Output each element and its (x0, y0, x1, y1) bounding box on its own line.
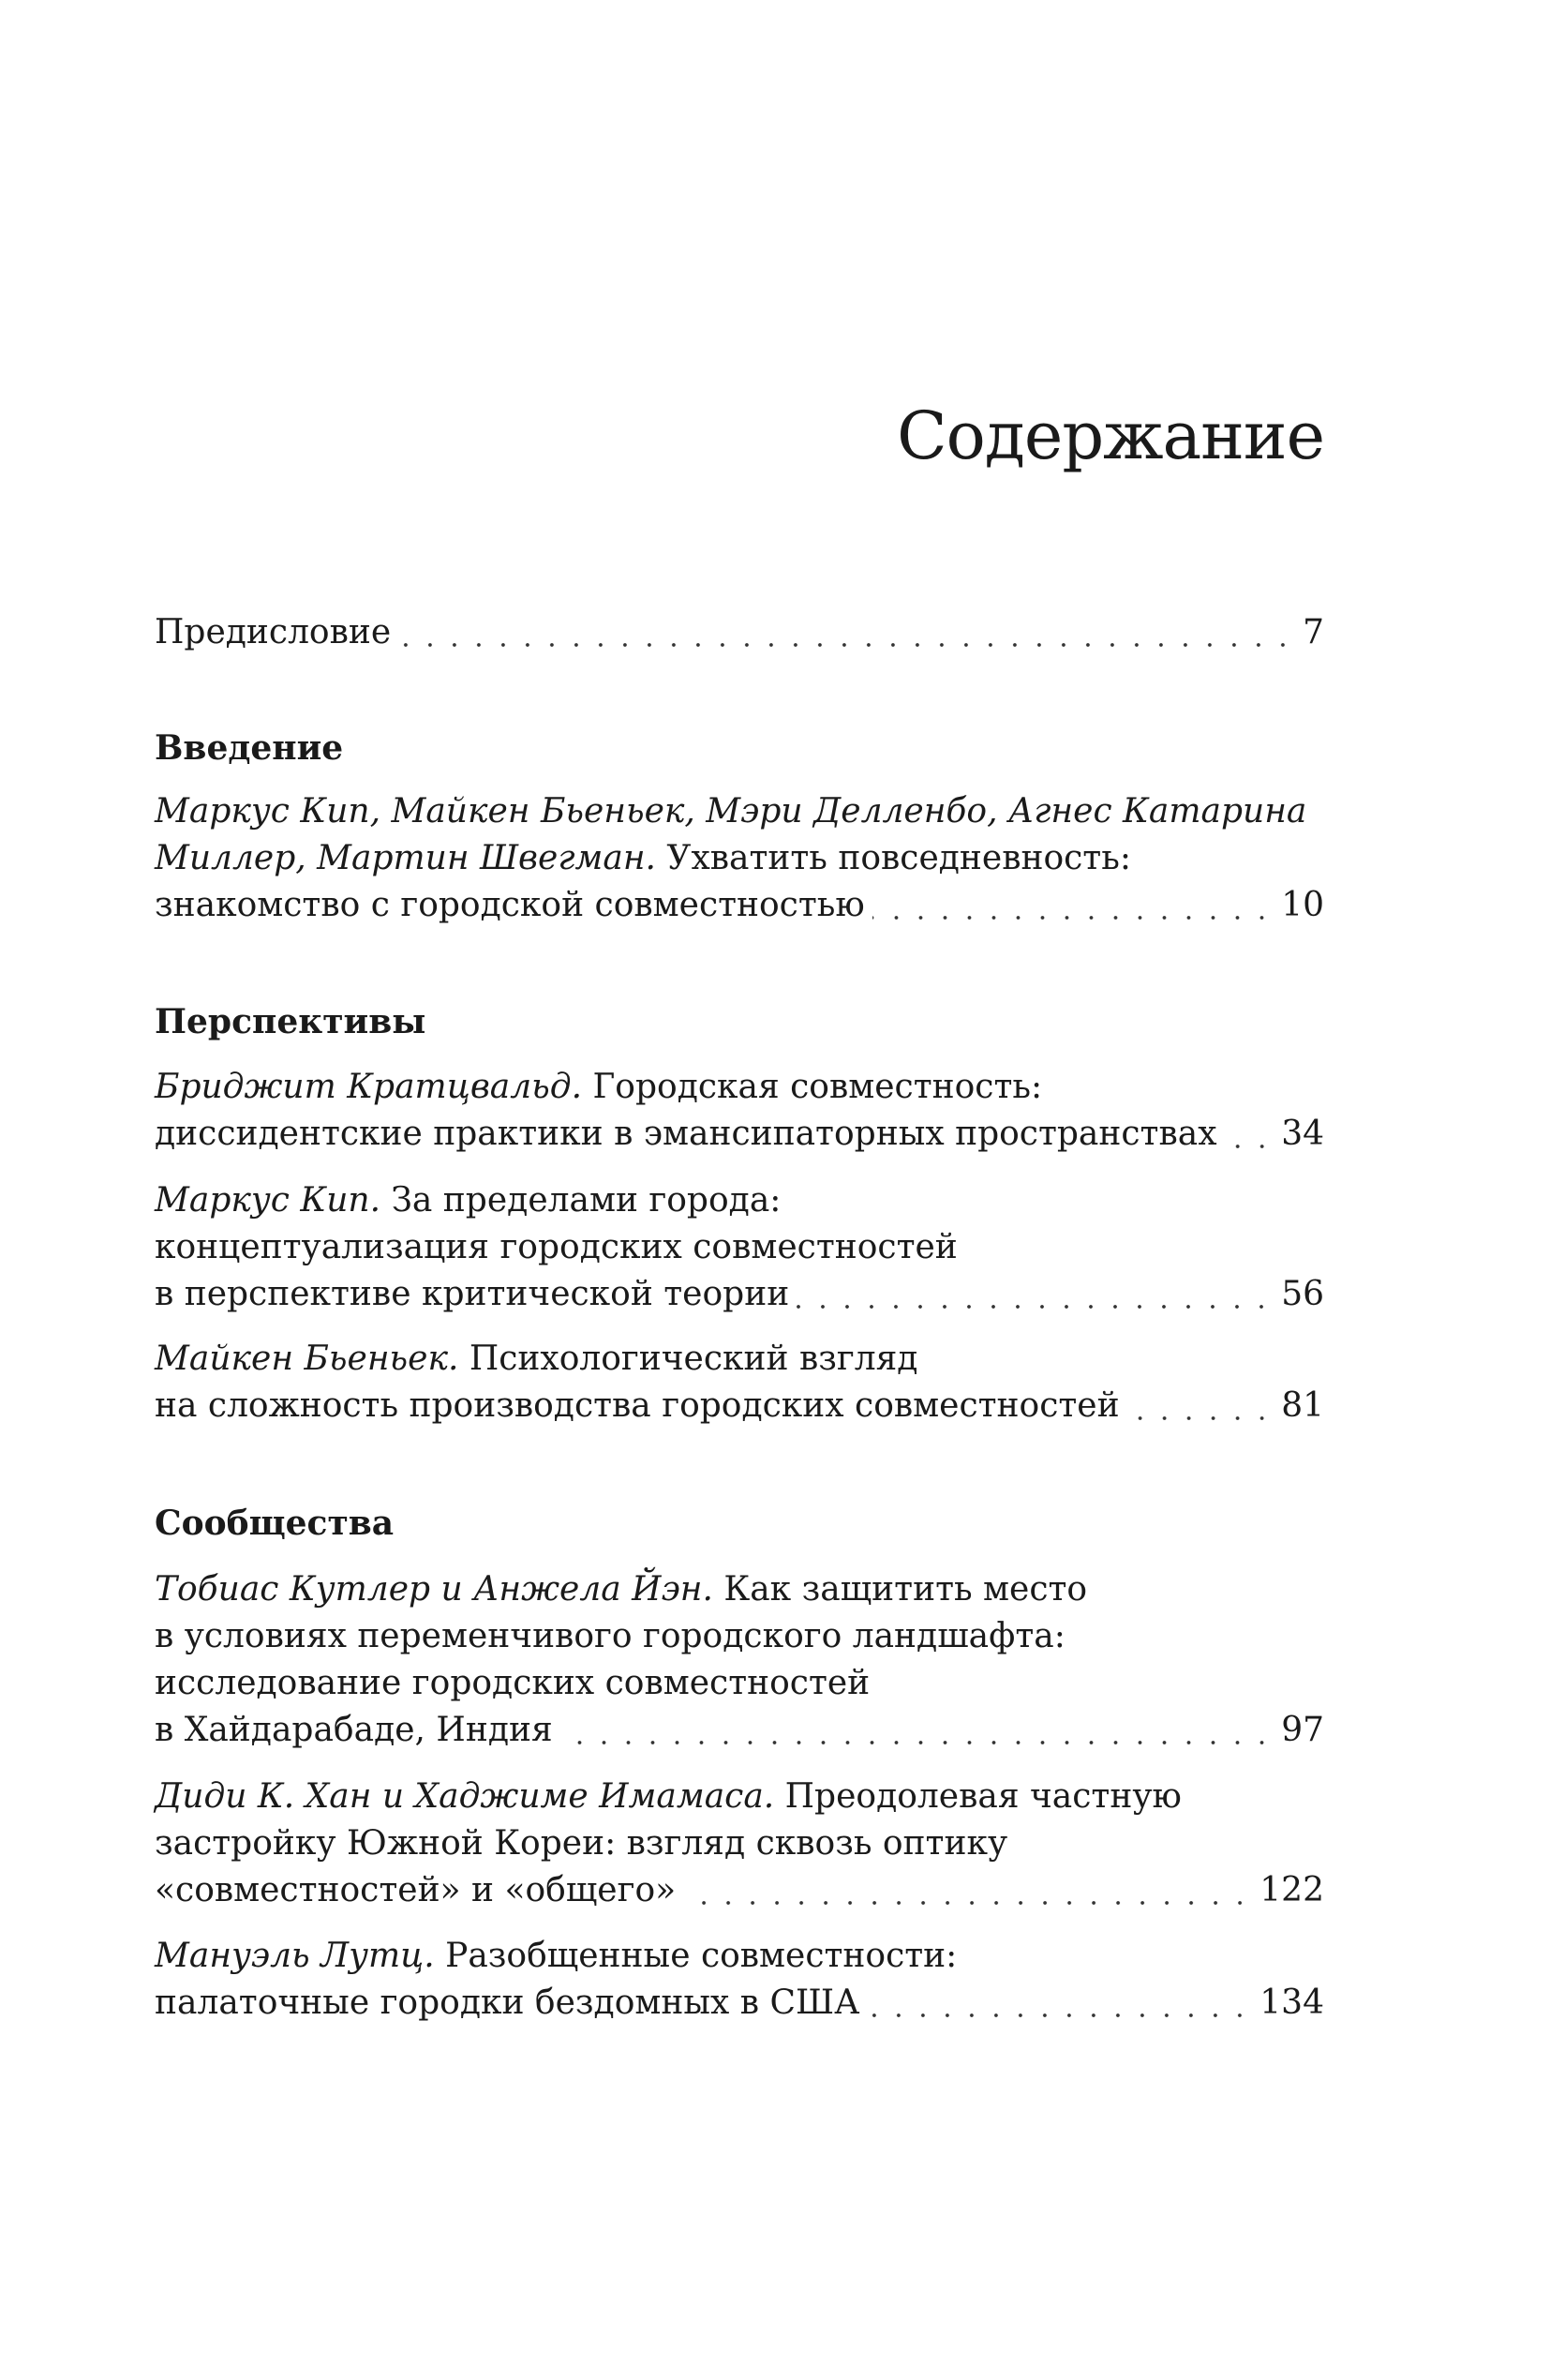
entry-line (155, 882, 1324, 929)
entry-title: Преодолевая частную (774, 1777, 1182, 1816)
page-number: 81 (1281, 1386, 1324, 1425)
entry-title: За пределами города: (380, 1181, 782, 1220)
page-title: Содержание (897, 397, 1324, 474)
toc-entry[interactable] (155, 1566, 1324, 1754)
dot-leader (1127, 1383, 1274, 1429)
entry-line (155, 1111, 1324, 1158)
entry-title: исследование городских совместностей (155, 1664, 871, 1702)
entry-line (155, 1660, 1324, 1707)
toc-entry[interactable] (155, 1774, 1324, 1914)
entry-title: Предисловие (155, 613, 392, 651)
entry-line (155, 609, 1324, 656)
page-number: 122 (1259, 1871, 1324, 1909)
entry-author: Мануэль Лутц. (155, 1937, 435, 1975)
section-heading: Перспективы (155, 1002, 426, 1041)
page-number: 56 (1281, 1275, 1324, 1313)
entry-title: Разобщенные совместности: (434, 1937, 958, 1975)
dot-leader (797, 1271, 1274, 1318)
entry-title: Ухватить повседневность: (655, 839, 1131, 877)
entry-title: палаточные городки бездомных в США (155, 1983, 860, 2022)
toc-entry[interactable] (155, 609, 1324, 656)
toc-entry[interactable] (155, 1336, 1324, 1429)
entry-title: застройку Южной Кореи: взгляд сквозь оптику (155, 1824, 1008, 1863)
entry-title: диссидентские практики в эмансипаторных пространствах (155, 1115, 1217, 1153)
entry-line (155, 1064, 1324, 1111)
entry-line (155, 1820, 1324, 1867)
entry-title: в Хайдарабаде, Индия (155, 1711, 553, 1749)
entry-line (155, 1383, 1324, 1429)
entry-line (155, 1867, 1324, 1914)
dot-leader (398, 609, 1295, 656)
section-heading: Введение (155, 728, 344, 768)
entry-author: Тобиас Кутлер и Анжела Йэн. (155, 1570, 713, 1609)
entry-title: концептуализация городских совместностей (155, 1228, 958, 1266)
entry-author: Бриджит Кратцвальд. (155, 1068, 583, 1106)
dot-leader (683, 1867, 1252, 1914)
entry-author: Миллер, Мартин Швегман. (155, 839, 656, 877)
entry-line (155, 1933, 1324, 1980)
entry-line (155, 1707, 1324, 1754)
toc-entry[interactable] (155, 1064, 1324, 1158)
page-number: 134 (1259, 1983, 1324, 2022)
dot-leader (1225, 1111, 1274, 1158)
entry-line (155, 1774, 1324, 1820)
entry-title: Как защитить место (712, 1570, 1088, 1609)
entry-title: в условиях переменчивого городского ландшафта: (155, 1617, 1066, 1655)
entry-title: Психологический взгляд (458, 1340, 918, 1378)
toc-entry[interactable] (155, 1933, 1324, 2027)
entry-line (155, 788, 1324, 835)
entry-author: Диди К. Хан и Хаджиме Имамаса. (155, 1777, 775, 1816)
entry-title: знакомство с городской совместностью (155, 886, 865, 924)
entry-title: Городская совместность: (582, 1068, 1043, 1106)
entry-author: Майкен Бьеньек. (155, 1340, 459, 1378)
entry-line (155, 1566, 1324, 1613)
page-number: 10 (1281, 886, 1324, 924)
entry-title: на сложность производства городских совместностей (155, 1386, 1120, 1425)
entry-author: Маркус Кип. (155, 1181, 381, 1220)
dot-leader (867, 1980, 1252, 2027)
entry-line (155, 1613, 1324, 1660)
page-number: 34 (1281, 1115, 1324, 1153)
entry-line (155, 1980, 1324, 2027)
entry-author: Маркус Кип, Майкен Бьеньек, Мэри Делленбо, Агнес Катарина (155, 792, 1307, 831)
page-number: 97 (1281, 1711, 1324, 1749)
entry-line (155, 1177, 1324, 1224)
dot-leader (872, 882, 1274, 929)
section-heading: Сообщества (155, 1504, 395, 1543)
toc-entry[interactable] (155, 1177, 1324, 1318)
entry-line (155, 1271, 1324, 1318)
page-number: 7 (1303, 613, 1324, 651)
entry-title: в перспективе критической теории (155, 1275, 790, 1313)
dot-leader (560, 1707, 1274, 1754)
entry-line (155, 1224, 1324, 1271)
entry-title: «совместностей» и «общего» (155, 1871, 677, 1909)
entry-line (155, 835, 1324, 882)
toc-entry[interactable] (155, 788, 1324, 929)
entry-line (155, 1336, 1324, 1383)
